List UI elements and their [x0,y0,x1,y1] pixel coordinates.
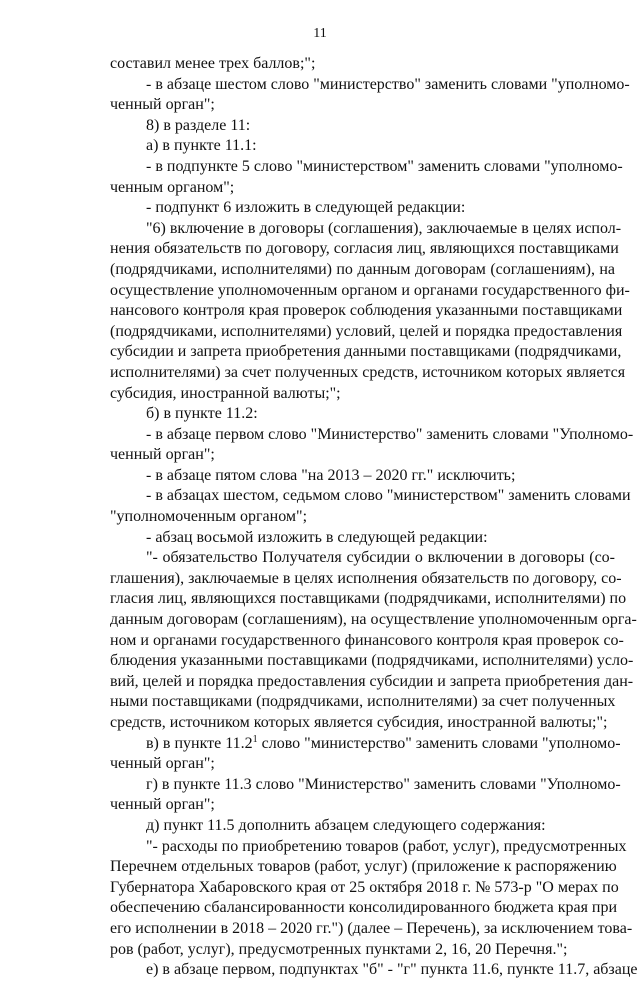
text-line: субсидии и запрета приобретения данными поставщиками (подрядчиками, [110,343,622,361]
text-line: "6) включение в договоры (соглашения), заключаемые в целях испол- [146,219,622,237]
text-segment: в) в пункте 11.2 [146,734,253,752]
text-line: нения обязательств по договору, согласия лиц, являющихся поставщиками [110,240,619,258]
text-line: ными поставщиками (подрядчиками, исполнителями) за счет полученных [110,693,616,711]
text-line: (подрядчиками, исполнителями) по данным договорам (соглашениям), на [110,260,615,278]
text-line [110,733,621,755]
text-line: б) в пункте 11.2: [146,405,258,423]
text-line: глашения), заключаемые в целях исполнения обязательств по договору, со- [110,569,622,587]
text-line: блюдения указанными поставщиками (подрядчиками, исполнителями) усло- [110,652,634,670]
text-line: исполнителями) за счет полученных средств, источником которых является [110,363,626,381]
text-line: - в абзацах шестом, седьмом слово "министерством" заменить словами [146,487,631,505]
text-line: обеспечению сбалансированности консолидированного бюджета края при [110,899,618,917]
text-line: а) в пункте 11.1: [146,137,257,155]
text-line: (подрядчиками, исполнителями) условий, целей и порядка предоставления [110,322,623,340]
text-line: вий, целей и порядка предоставления субсидии и запрета приобретения дан- [110,672,634,690]
text-line: Губернатора Хабаровского края от 25 октября 2018 г. № 573-р "О мерах по [110,878,619,896]
text-line: ченным органом"; [110,178,235,196]
text-line: осуществление уполномоченным органом и органами государственного фи- [110,281,630,299]
text-line: его исполнении в 2018 – 2020 гг.") (далее – Перечень), за исключением това- [110,919,633,937]
text-line: ров (работ, услуг), предусмотренных пунктами 2, 16, 20 Перечня."; [110,940,568,958]
text-line: "- расходы по приобретению товаров (работ, услуг), предусмотренных [146,837,627,855]
text-line: гласия лиц, являющихся поставщиками (подрядчиками, исполнителями) по [110,590,627,608]
text-line: субсидия, иностранной валюты;"; [110,384,341,402]
text-line: средств, источником которых является субсидия, иностранной валюты;"; [110,714,608,731]
text-line: ченный орган"; [110,96,215,114]
page-number: 11 [313,26,327,41]
text-line: - в абзаце первом слово "Министерство" заменить словами "Уполномо- [146,425,634,443]
text-line: - подпункт 6 изложить в следующей редакции: [146,199,466,217]
text-line: составил менее трех баллов;"; [110,55,316,72]
text-line: - в абзаце шестом слово "министерство" заменить словами "уполномо- [146,75,630,93]
text-line: данным договорам (соглашениям), на осуществление уполномоченным орга- [110,611,637,629]
text-line: нансового контроля края проверок соблюдения указанными поставщиками [110,302,623,320]
text-line: - в подпункте 5 слово "министерством" заменить словами "уполномо- [146,157,623,175]
document-body [110,54,638,981]
text-line: ченный орган"; [110,796,215,814]
text-line: г) в пункте 11.3 слово "Министерство" заменить словами "Уполномо- [146,775,621,793]
text-line: - абзац восьмой изложить в следующей редакции: [146,528,488,546]
text-line: е) в абзаце первом, подпунктах "б" - "г" пункта 11.6, пункте 11.7, абзаце [146,961,638,979]
text-line: "- обязательство Получателя субсидии о включении в договоры (со- [146,549,615,567]
superscript: 1 [252,733,258,745]
text-line: д) пункт 11.5 дополнить абзацем следующего содержания: [146,816,546,834]
text-line: - в абзаце пятом слова "на 2013 – 2020 гг." исключить; [146,466,516,484]
text-line: Перечнем отдельных товаров (работ, услуг) (приложение к распоряжению [110,858,617,876]
text-line: "уполномоченным органом"; [110,508,308,526]
text-line: ченный орган"; [110,755,215,773]
text-line: 8) в разделе 11: [146,116,251,134]
text-line: ном и органами государственного финансового контроля края проверок со- [110,631,624,649]
text-line: ченный орган"; [110,446,215,464]
text-segment: слово "министерство" заменить словами "уполномо- [257,734,621,752]
